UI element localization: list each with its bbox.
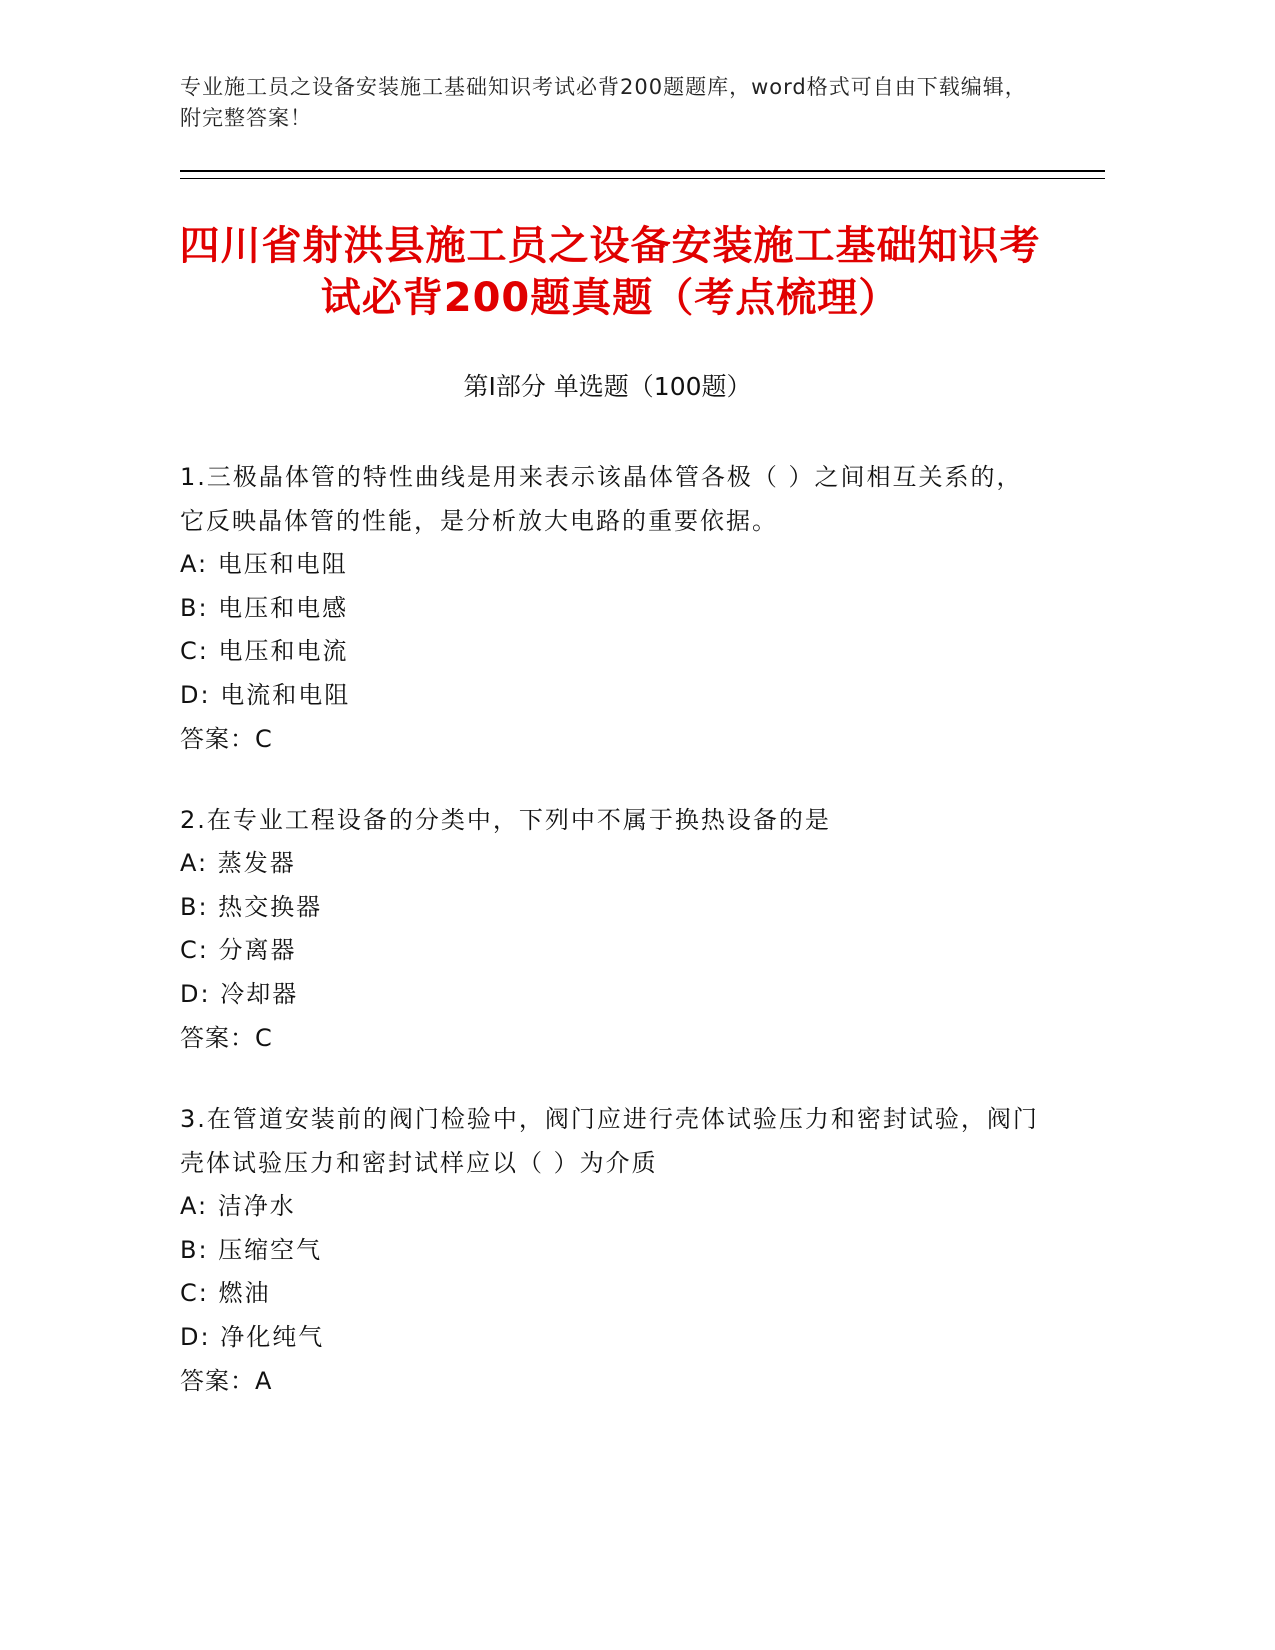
option-d: D: 电流和电阻 — [180, 680, 351, 709]
question-item — [180, 798, 1040, 1061]
option-b: B: 电压和电感 — [180, 593, 349, 622]
option-a: A: 电压和电阻 — [180, 550, 348, 578]
option-b: B: 热交换器 — [180, 892, 323, 921]
option-b: B: 压缩空气 — [180, 1235, 323, 1264]
option-a: A: 洁净水 — [180, 1192, 296, 1220]
header-divider-thin — [180, 178, 1105, 179]
question-item — [180, 1097, 1040, 1404]
section-heading: 第Ⅰ部分 单选题（100题） — [463, 372, 752, 401]
question-item — [180, 455, 1040, 762]
question-stem: 1.三极晶体管的特性曲线是用来表示该晶体管各极（ ）之间相互关系的，它反映晶体管的性能，是分析放大电路的重要依据。 — [180, 463, 1023, 535]
header-note: 专业施工员之设备安装施工基础知识考试必背200题题库，word格式可自由下载编辑，附完整答案！ — [180, 75, 1027, 130]
answer: 答案：C — [180, 725, 273, 753]
option-d: D: 冷却器 — [180, 979, 299, 1008]
answer: 答案：C — [180, 1024, 273, 1052]
answer: 答案：A — [180, 1367, 273, 1395]
header-divider-thick — [180, 170, 1105, 172]
document-title: 四川省射洪县施工员之设备安装施工基础知识考试必背200题真题（考点梳理） — [179, 223, 1041, 321]
option-c: C: 电压和电流 — [180, 637, 349, 665]
question-stem: 2.在专业工程设备的分类中，下列中不属于换热设备的是 — [180, 806, 831, 834]
option-d: D: 净化纯气 — [180, 1322, 325, 1351]
question-list — [180, 455, 1040, 1440]
option-a: A: 蒸发器 — [180, 849, 296, 877]
question-stem: 3.在管道安装前的阀门检验中，阀门应进行壳体试验压力和密封试验，阀门壳体试验压力和密封试样应以（ ）为介质 — [180, 1105, 1039, 1177]
option-c: C: 分离器 — [180, 936, 297, 964]
option-c: C: 燃油 — [180, 1279, 271, 1307]
